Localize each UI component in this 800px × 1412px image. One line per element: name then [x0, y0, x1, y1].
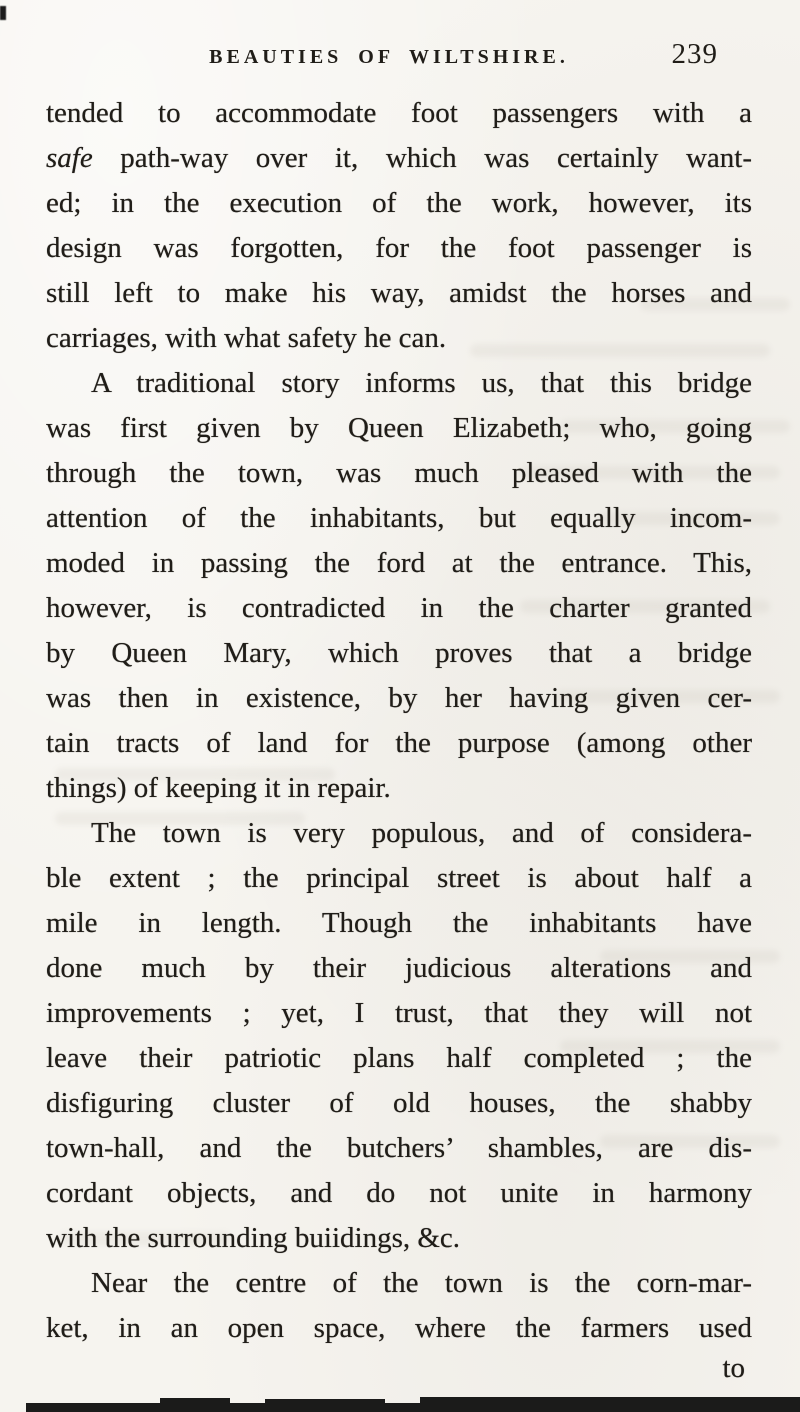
text-line: The town is very populous, and of considera- [91, 817, 752, 849]
text-line: however, is contradicted in the charter granted [46, 592, 752, 624]
text-line: still left to make his way, amidst the horses and [46, 277, 752, 309]
page-header [46, 38, 752, 82]
text-line: things) of keeping it in repair. [46, 772, 391, 804]
text-line: through the town, was much pleased with the [46, 457, 752, 489]
text-line: ble extent ; the principal street is about half a [46, 862, 752, 894]
scan-edge-artifact [0, 6, 6, 20]
scan-edge-artifact [265, 1399, 385, 1403]
text-line: mile in length. Though the inhabitants have [46, 907, 752, 939]
text-line: was then in existence, by her having given cer- [46, 682, 752, 714]
catchword: to [722, 1352, 745, 1384]
scan-edge-artifact [160, 1398, 230, 1403]
text-line: cordant objects, and do not unite in harmony [46, 1177, 752, 1209]
page-number: 239 [671, 38, 718, 70]
text-line: by Queen Mary, which proves that a bridge [46, 637, 752, 669]
text-line: done much by their judicious alterations and [46, 952, 752, 984]
scan-edge-artifact [26, 1403, 800, 1412]
text-line: ket, in an open space, where the farmers used [46, 1312, 752, 1344]
text-line: carriages, with what safety he can. [46, 322, 447, 354]
page-body [46, 91, 752, 1351]
text-line: moded in passing the ford at the entrance. This, [46, 547, 752, 579]
text-line: with the surrounding buiidings, &c. [46, 1222, 461, 1254]
scan-edge-artifact [420, 1397, 800, 1403]
text-line: town-hall, and the butchers’ shambles, are dis- [46, 1132, 752, 1164]
text-line: disfiguring cluster of old houses, the shabby [46, 1087, 752, 1119]
text-line: Near the centre of the town is the corn-mar- [91, 1267, 752, 1299]
running-title: BEAUTIES OF WILTSHIRE. [209, 46, 569, 68]
text-line: leave their patriotic plans half completed ; the [46, 1042, 752, 1074]
text-line: tended to accommodate foot passengers with a [46, 97, 752, 129]
text-line: improvements ; yet, I trust, that they will not [46, 997, 752, 1029]
text-line: was first given by Queen Elizabeth; who, going [46, 412, 752, 444]
text-line: design was forgotten, for the foot passenger is [46, 232, 752, 264]
text-line: tain tracts of land for the purpose (among other [46, 727, 752, 759]
text-line: A traditional story informs us, that this bridge [91, 367, 752, 399]
text-line: attention of the inhabitants, but equally incom- [46, 502, 752, 534]
text-line: ed; in the execution of the work, however, its [46, 187, 752, 219]
text-line: safe path-way over it, which was certainly want- [46, 142, 752, 174]
